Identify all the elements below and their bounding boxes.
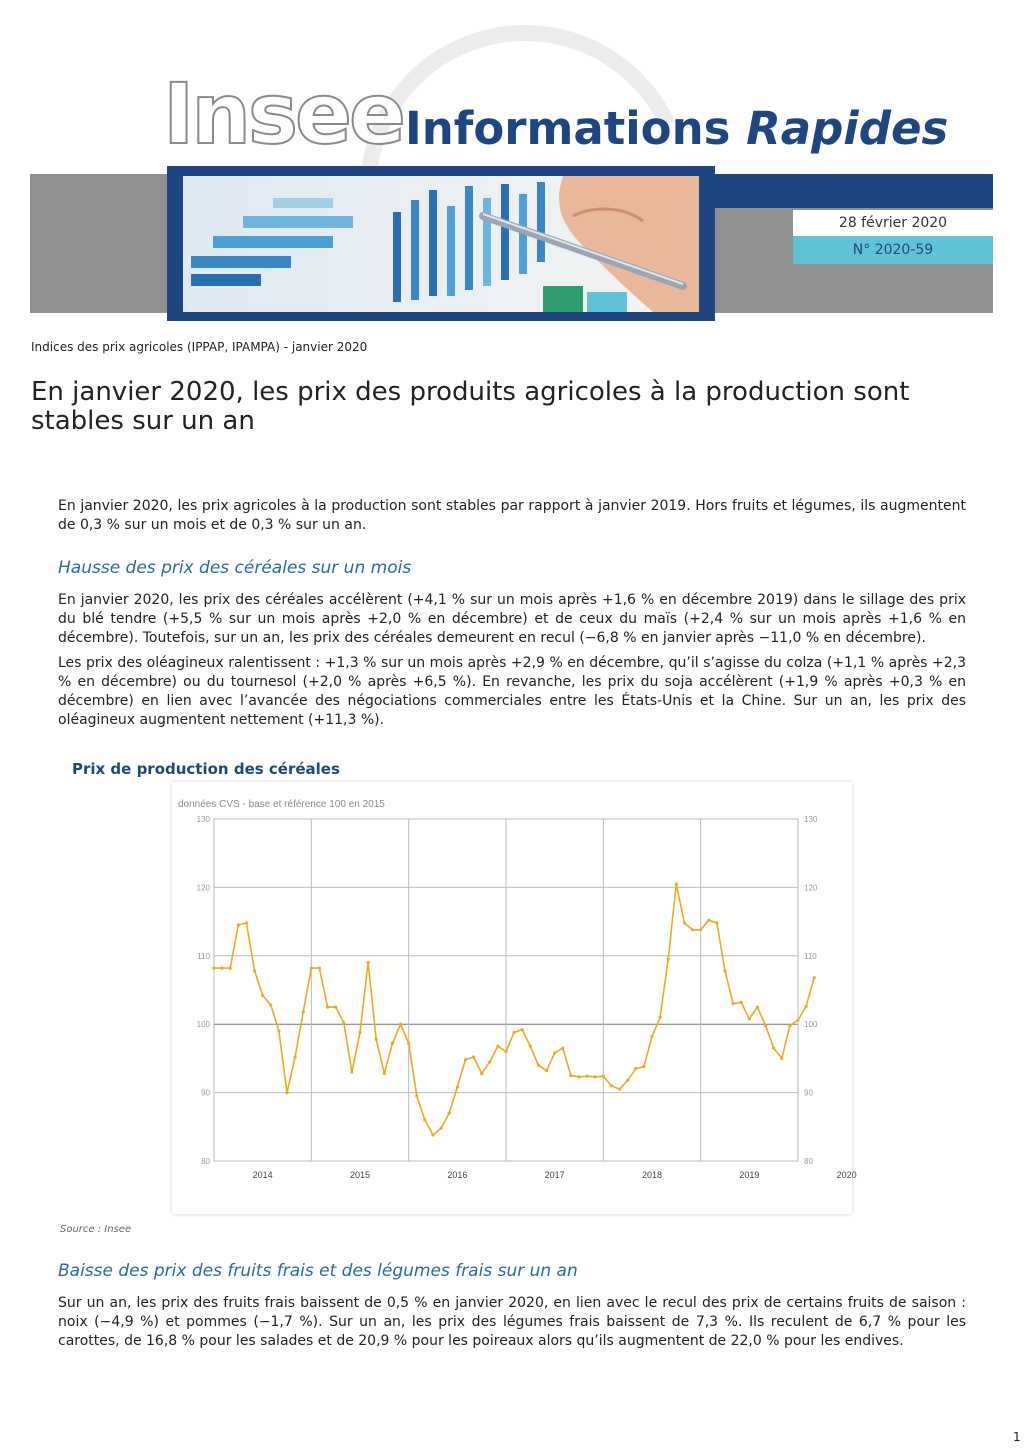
series-line <box>214 884 814 1135</box>
data-point <box>448 1112 451 1115</box>
x-tick-label: 2014 <box>252 1170 273 1180</box>
chart-subtitle: données CVS - base et référence 100 en 2015 <box>178 799 385 810</box>
y-tick-label-left: 130 <box>196 815 210 824</box>
data-point <box>748 1017 751 1020</box>
data-point <box>383 1072 386 1075</box>
y-tick-label-left: 120 <box>196 883 210 893</box>
data-point <box>399 1023 402 1026</box>
publication-title-main: Informations <box>405 102 731 155</box>
masthead-blue-stripe <box>714 174 993 208</box>
data-point <box>391 1042 394 1045</box>
data-point <box>529 1044 532 1047</box>
chart-and-pen-illustration <box>183 176 699 312</box>
y-tick-label-right: 110 <box>804 951 817 961</box>
publication-date: 28 février 2020 <box>793 210 993 236</box>
data-point <box>780 1057 783 1060</box>
y-tick-label-left: 100 <box>196 1020 210 1030</box>
data-point <box>561 1047 564 1050</box>
data-point <box>723 969 726 972</box>
fruits-vegetables-paragraph: Sur un an, les prix des fruits frais baissent de 0,5 % en janvier 2020, en lien avec le recul des prix de certains fruits de saison : noix (−4,9 %) et pommes (−1,7 %). Sur un an, les prix des légumes frais baissent de 7,3 %. Ils reculent de 6,7 % pour les carottes, de 16,8 % pour les salades et de 20,9 % pour les poireaux alors qu’ils augmentent de 22,0 % pour les endives. <box>58 1295 966 1349</box>
data-point <box>634 1067 637 1070</box>
data-point <box>496 1044 499 1047</box>
y-tick-label-right: 80 <box>804 1157 813 1166</box>
data-point <box>237 923 240 926</box>
section-heading-cereals: Hausse des prix des céréales sur un mois <box>58 558 412 578</box>
chart-svg <box>172 782 857 1214</box>
insee-logo: Insee <box>163 65 403 163</box>
x-tick-label: 2016 <box>447 1170 468 1180</box>
publication-title <box>405 102 949 155</box>
data-point <box>229 967 232 970</box>
data-point <box>367 961 370 964</box>
issue-number: N° 2020-59 <box>793 236 993 264</box>
y-tick-label-left: 80 <box>201 1157 210 1166</box>
data-point <box>334 1006 337 1009</box>
data-point <box>521 1028 524 1031</box>
data-point <box>699 928 702 931</box>
data-point <box>285 1091 288 1094</box>
y-tick-label-left: 90 <box>201 1088 210 1098</box>
data-point <box>261 994 264 997</box>
data-point <box>586 1075 589 1078</box>
data-point <box>456 1086 459 1089</box>
data-point <box>415 1094 418 1097</box>
data-point <box>358 1031 361 1034</box>
data-point <box>732 1002 735 1005</box>
data-point <box>375 1038 378 1041</box>
chart-axes <box>197 815 857 1180</box>
data-point <box>464 1058 467 1061</box>
data-point <box>302 1010 305 1013</box>
data-point <box>650 1035 653 1038</box>
data-point <box>245 921 248 924</box>
data-point <box>756 1006 759 1009</box>
cereal-price-chart <box>172 782 857 1214</box>
data-point <box>805 1005 808 1008</box>
data-point <box>772 1047 775 1050</box>
data-point <box>602 1075 605 1078</box>
header-photo <box>167 166 715 321</box>
x-tick-label: 2019 <box>739 1170 760 1180</box>
data-point <box>504 1050 507 1053</box>
y-tick-label-right: 130 <box>804 815 818 824</box>
data-point <box>667 958 670 961</box>
data-point <box>691 928 694 931</box>
data-point <box>440 1127 443 1130</box>
data-point <box>545 1069 548 1072</box>
data-point <box>796 1018 799 1021</box>
data-point <box>472 1055 475 1058</box>
data-point <box>610 1084 613 1087</box>
data-point <box>431 1133 434 1136</box>
data-point <box>269 1003 272 1006</box>
section-heading-fruits-vegetables: Baisse des prix des fruits frais et des légumes frais sur un an <box>58 1261 578 1281</box>
oilseeds-paragraph: Les prix des oléagineux ralentissent : +1,3 % sur un mois après +2,9 % en décembre, qu’il s’agisse du colza (+1,1 % après +2,3 % en décembre) ou du tournesol (+2,0 % après +6,5 %). En revanche, les prix du soja accélèrent (+1,9 % après +0,3 % en décembre) en lien avec l’avancée des négociations commerciales entre les États-Unis et la Chine. Sur un an, les prix des oléagineux augmentent nettement (+11,3 %). <box>58 655 966 728</box>
intro-paragraph: En janvier 2020, les prix agricoles à la production sont stables par rapport à janvier 2019. Hors fruits et légumes, ils augmentent de 0,3 % sur un mois et de 0,3 % sur un an. <box>58 498 966 533</box>
data-point <box>707 919 710 922</box>
cereals-paragraph: En janvier 2020, les prix des céréales accélèrent (+4,1 % sur un mois après +1,6 % en décembre 2019) dans le sillage des prix du blé tendre (+5,5 % sur un mois après +2,0 % en décembre) et de ceux du maïs (+2,4 % sur un mois après +1,6 % en décembre). Toutefois, sur un an, les prix des céréales demeurent en recul (−6,8 % en janvier après −11,0 % en décembre). <box>58 592 966 646</box>
publication-title-italic: Rapides <box>746 102 949 155</box>
data-point <box>407 1042 410 1045</box>
data-point <box>294 1055 297 1058</box>
article-kicker: Indices des prix agricoles (IPPAP, IPAMPA) - janvier 2020 <box>31 340 368 354</box>
data-point <box>480 1072 483 1075</box>
data-point <box>553 1051 556 1054</box>
data-point <box>740 1001 743 1004</box>
data-point <box>318 967 321 970</box>
data-point <box>423 1118 426 1121</box>
data-point <box>659 1016 662 1019</box>
data-point <box>350 1070 353 1073</box>
data-point <box>764 1024 767 1027</box>
x-tick-label: 2017 <box>544 1170 565 1180</box>
data-point <box>813 976 816 979</box>
data-point <box>569 1074 572 1077</box>
data-point <box>683 921 686 924</box>
data-point <box>326 1006 329 1009</box>
data-point <box>788 1024 791 1027</box>
y-tick-label-right: 100 <box>804 1020 818 1030</box>
data-point <box>537 1064 540 1067</box>
data-point <box>642 1065 645 1068</box>
y-tick-label-right: 120 <box>804 883 818 893</box>
data-point <box>253 969 256 972</box>
data-point <box>626 1079 629 1082</box>
data-point <box>675 882 678 885</box>
x-tick-label: 2020 <box>836 1170 857 1180</box>
chart-series <box>212 882 815 1136</box>
data-point <box>594 1075 597 1078</box>
article-headline: En janvier 2020, les prix des produits agricoles à la production sont stables sur un an <box>31 377 910 436</box>
data-point <box>488 1060 491 1063</box>
data-point <box>715 921 718 924</box>
data-point <box>277 1029 280 1032</box>
y-tick-label-right: 90 <box>804 1088 813 1098</box>
chart-title: Prix de production des céréales <box>72 760 340 778</box>
chart-source: Source : Insee <box>60 1224 132 1235</box>
chart-grid <box>214 819 798 1161</box>
data-point <box>618 1088 621 1091</box>
page-number: 1 <box>1013 1430 1021 1444</box>
data-point <box>212 967 215 970</box>
x-tick-label: 2015 <box>349 1170 371 1180</box>
x-tick-label: 2018 <box>641 1170 663 1180</box>
data-point <box>310 967 313 970</box>
data-point <box>342 1021 345 1024</box>
data-point <box>221 967 224 970</box>
data-point <box>513 1031 516 1034</box>
data-point <box>577 1075 580 1078</box>
y-tick-label-left: 110 <box>197 951 210 961</box>
